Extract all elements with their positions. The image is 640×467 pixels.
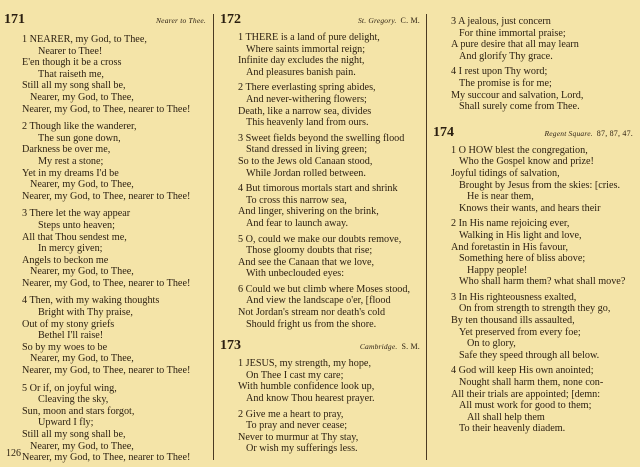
verse-line: 2 There everlasting spring abides,: [238, 82, 376, 94]
verse-line: Upward I fly;: [38, 417, 94, 429]
verse-line: Stand dressed in living green;: [246, 144, 368, 156]
verse-line: Sun, moon and stars forgot,: [22, 405, 135, 417]
verse-line: Still all my song shall be,: [22, 429, 126, 440]
hymn-173-body-part2: [429, 16, 637, 113]
verse-line: Cleaving the sky,: [38, 394, 109, 406]
verse-line: 6 Could we but climb where Moses stood,: [238, 283, 411, 295]
verse-line: Should fright us from the shore.: [246, 318, 377, 330]
verse-line: In mercy given;: [38, 243, 103, 255]
column-rule-2: [426, 14, 427, 460]
verse-line: 2 Though like the wanderer,: [22, 121, 137, 133]
verse-line: With unbeclouded eyes:: [246, 268, 345, 280]
tune-title: St. Gregory.: [357, 16, 397, 25]
verse-line: 3 Sweet fields beyond the swelling flood: [238, 132, 405, 144]
verse-line: And see the Canaan that we love,: [238, 256, 375, 268]
hymn-number: 174: [433, 124, 454, 140]
verse-line: On to glory,: [467, 338, 516, 350]
verse-line: Yet in my dreams I'd be: [22, 167, 119, 179]
verse-line: And glorify Thy grace.: [459, 50, 553, 62]
meter: C. M.: [400, 16, 420, 25]
stanza: [216, 133, 424, 179]
verse-line: Who the Gospel know and prize!: [459, 156, 594, 168]
verse-line: For thine immortal praise;: [459, 27, 566, 39]
verse-line: And fear to launch away.: [246, 217, 349, 229]
tune-name: [360, 342, 420, 351]
verse-line: 4 I rest upon Thy word;: [451, 66, 548, 78]
verse-line: So by my woes to be: [22, 341, 108, 353]
verse-line: Safe they speed through all below.: [459, 349, 600, 361]
stanza: [429, 218, 637, 288]
stanza: [429, 66, 637, 112]
verse-line: Out of my stony griefs: [22, 318, 115, 330]
verse-line: Joyful tidings of salvation,: [451, 167, 560, 179]
verse-line: Shall surely come from Thee.: [459, 101, 580, 113]
tune-title: Cambridge.: [359, 342, 398, 352]
verse-line: 5 O, could we make our doubts remove,: [238, 233, 402, 245]
verse-line: Where saints immortal reign;: [246, 43, 366, 55]
verse-line: 3 A jealous, just concern: [451, 16, 551, 27]
verse-line: 3 In His righteousness exalted,: [451, 291, 577, 303]
verse-line: And pleasures banish pain.: [246, 66, 356, 78]
verse-line: 1 O HOW blest the congregation,: [451, 144, 588, 156]
verse-line: On from strength to strength they go,: [459, 303, 611, 315]
verse-line: And view the landscape o'er, [flood: [246, 295, 391, 307]
stanza: [0, 208, 210, 289]
verse-line: A pure desire that all may learn: [451, 39, 579, 51]
verse-line: He is near them,: [467, 191, 534, 203]
verse-line: Infinite day excludes the night,: [238, 55, 365, 67]
verse-line: All must work for good to them;: [459, 400, 592, 412]
hymn-number: 172: [220, 12, 241, 27]
verse-line: On Thee I cast my care;: [246, 369, 344, 381]
verse-line: 4 God will keep His own anointed;: [451, 365, 594, 377]
meter: 87, 87, 47.: [596, 128, 633, 138]
verse-line: 4 Then, with my waking thoughts: [22, 295, 160, 307]
hymn-number: 171: [4, 12, 25, 27]
verse-line: 2 In His name rejoicing ever,: [451, 218, 570, 230]
verse-line: 4 But timorous mortals start and shrink: [238, 183, 398, 195]
tune-name: [156, 16, 206, 25]
verse-line: 1 NEARER, my God, to Thee,: [22, 34, 147, 45]
verse-line: Knows their wants, and hears their: [459, 202, 601, 214]
verse-line: And foretastin in His favour,: [451, 241, 569, 253]
stanza: [0, 121, 210, 202]
verse-line: And linger, shivering on the brink,: [238, 206, 379, 218]
verse-line: Nearer, my God, to Thee,: [30, 266, 134, 278]
stanza: [216, 284, 424, 330]
stanza: [216, 32, 424, 78]
verse-line: The sun gone down,: [38, 132, 121, 144]
stanza: [0, 295, 210, 376]
hymn-173-header: [216, 338, 424, 354]
verse-line: My succour and salvation, Lord,: [451, 89, 584, 101]
verse-line: E'en though it be a cross: [22, 57, 122, 69]
tune-title: Nearer to Thee.: [155, 16, 206, 25]
stanza: [429, 16, 637, 62]
stanza: [0, 34, 210, 115]
verse-line: 3 There let the way appear: [22, 208, 131, 220]
stanza: [216, 82, 424, 128]
verse-line: 2 Give me a heart to pray,: [238, 408, 344, 420]
verse-line: Never to murmur at Thy stay,: [238, 431, 359, 443]
verse-line: Angels to beckon me: [22, 254, 109, 266]
hymn-174-body: [429, 145, 637, 435]
verse-line: Walking in His light and love,: [459, 229, 582, 241]
verse-line: Nearer, my God, to Thee,: [30, 440, 134, 452]
tune-title: Regent Square.: [544, 128, 593, 138]
verse-line: Nearer, my God, to Thee, nearer to Thee!: [22, 365, 191, 377]
verse-line: Darkness be over me,: [22, 144, 111, 156]
hymn-172-body: [216, 32, 424, 330]
verse-line: 1 THERE is a land of pure delight,: [238, 32, 380, 43]
stanza: [216, 409, 424, 455]
verse-line: While Jordan rolled between.: [246, 167, 366, 179]
verse-line: To cross this narrow sea,: [246, 194, 347, 206]
verse-line: Still all my song shall be,: [22, 80, 126, 92]
verse-line: Nearer, my God, to Thee, nearer to Thee!: [22, 452, 191, 464]
verse-line: Yet preserved from every foe;: [459, 326, 581, 338]
verse-line: Nearer, my God, to Thee, nearer to Thee!: [22, 103, 191, 115]
verse-line: All shall help them: [467, 411, 545, 423]
verse-line: 1 JESUS, my strength, my hope,: [238, 358, 372, 370]
verse-line: My rest a stone;: [38, 155, 104, 167]
verse-line: Brought by Jesus from the skies: [cries.: [459, 179, 620, 191]
column-rule-1: [213, 14, 214, 460]
stanza: [216, 358, 424, 404]
verse-line: With humble confidence look up,: [238, 381, 375, 393]
verse-line: And know Thou hearest prayer.: [246, 393, 375, 405]
stanza: [216, 183, 424, 229]
verse-line: Something here of bliss above;: [459, 253, 586, 265]
verse-line: To their heavenly diadem.: [459, 423, 566, 435]
verse-line: Nought shall harm them, none con-: [459, 377, 604, 389]
stanza: [429, 365, 637, 435]
verse-line: Nearer to Thee!: [38, 45, 103, 57]
verse-line: Not Jordan's stream nor death's cold: [238, 307, 386, 319]
hymn-172-header: [216, 12, 424, 28]
verse-line: So to the Jews old Canaan stood,: [238, 155, 373, 167]
verse-line: Nearer, my God, to Thee, nearer to Thee!: [22, 277, 191, 289]
verse-line: And never-withering flowers;: [246, 93, 367, 105]
stanza: [216, 234, 424, 280]
stanza: [429, 145, 637, 215]
verse-line: Those gloomy doubts that rise;: [246, 245, 373, 257]
verse-line: Nearer, my God, to Thee,: [30, 179, 134, 191]
stanza: [0, 383, 210, 464]
column-1: [0, 12, 210, 464]
hymn-174-header: [429, 125, 637, 141]
meter: S. M.: [401, 342, 420, 352]
hymn-171-header: [0, 12, 210, 28]
verse-line: Who shall harm them? what shall move?: [459, 276, 626, 288]
verse-line: Nearer, my God, to Thee,: [30, 91, 134, 103]
verse-line: Death, like a narrow sea, divides: [238, 105, 372, 117]
hymn-number: 173: [220, 338, 241, 354]
verse-line: By ten thousand ills assaulted,: [451, 315, 575, 327]
verse-line: Happy people!: [467, 264, 528, 276]
verse-line: Nearer, my God, to Thee,: [30, 353, 134, 365]
stanza: [429, 292, 637, 362]
verse-line: Steps unto heaven;: [38, 219, 115, 231]
verse-line: Bright with Thy praise,: [38, 307, 133, 319]
verse-line: To pray and never cease;: [246, 420, 348, 432]
verse-line: Nearer, my God, to Thee, nearer to Thee!: [22, 190, 191, 202]
hymn-173-body-part1: [216, 358, 424, 455]
column-2: [216, 12, 424, 455]
verse-line: All that Thou sendest me,: [22, 231, 127, 243]
verse-line: The promise is for me;: [459, 77, 552, 89]
page-number: 126: [6, 448, 21, 459]
verse-line: All their trials are appointed; [demn:: [451, 388, 601, 400]
verse-line: 5 Or if, on joyful wing,: [22, 382, 117, 394]
tune-name: [358, 16, 420, 25]
verse-line: Or wish my sufferings less.: [246, 443, 358, 455]
column-3: [429, 12, 637, 435]
verse-line: That raiseth me,: [38, 68, 104, 80]
verse-line: Bethel I'll raise!: [38, 330, 104, 342]
hymn-171-body: [0, 34, 210, 464]
verse-line: This heavenly land from ours.: [246, 117, 369, 129]
tune-name: [544, 129, 633, 138]
